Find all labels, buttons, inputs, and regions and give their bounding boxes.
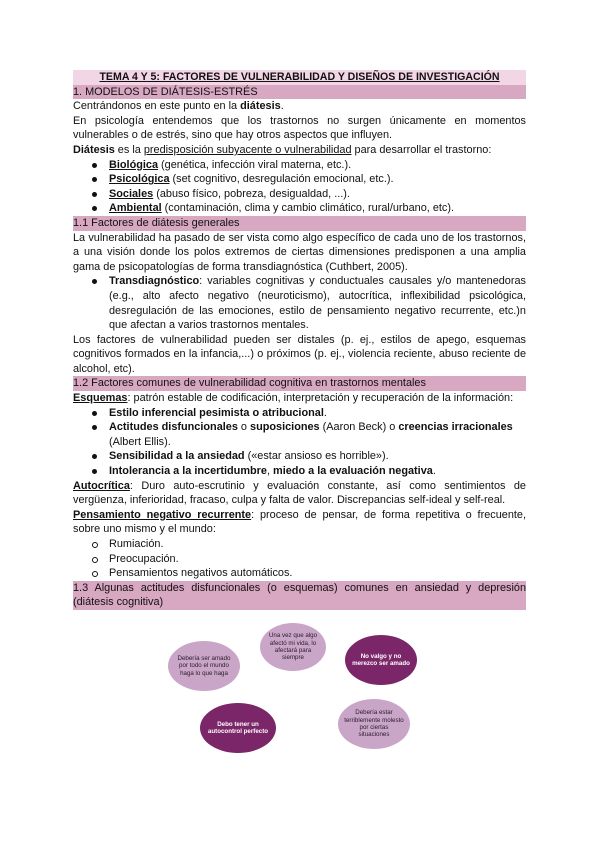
repetitive-thinking-term: Pensamiento negativo recurrente xyxy=(73,508,252,521)
list-item xyxy=(109,158,526,173)
section-heading-1: 1. MODELOS DE DIÁTESIS-ESTRÉS xyxy=(73,85,526,100)
list-item: Preocupación. xyxy=(109,552,526,567)
definition-term: Diátesis xyxy=(73,143,115,156)
document-body xyxy=(73,70,526,610)
list-item xyxy=(109,187,526,202)
self-criticism-text: : Duro auto-escrutinio y evaluación constante, así como sentimientos de vergüenza, inferioridad, fracaso, culpa y falta de valor. Discrepancias self-ideal y self-real. xyxy=(73,479,526,507)
list-item-term: Psicológica xyxy=(109,173,170,186)
list-item-bold: Sensibilidad a la ansiedad xyxy=(109,450,245,463)
list-item-bold: Estilo inferencial pesimista o atribucional xyxy=(109,406,324,419)
paragraph: En psicología entendemos que los trastornos no surgen únicamente en momentos vulnerables o de estrés, sino que hay otros aspectos que influyen. xyxy=(73,114,526,142)
list-item xyxy=(109,201,526,216)
list-item-bold: suposiciones xyxy=(250,421,320,434)
definition-end: para desarrollar el trastorno: xyxy=(351,143,492,156)
list-item-text: . xyxy=(323,406,327,419)
list-item-text: (Albert Ellis). xyxy=(109,435,171,448)
paragraph: Los factores de vulnerabilidad pueden ser distales (p. ej., estilos de apego, esquemas cognitivos formados en la infancia,...) o próximos (p. ej., violencia reciente, abuso reciente de alcohol, etc). xyxy=(73,333,526,375)
list-item-bold: Actitudes disfuncionales xyxy=(109,421,238,434)
list-item-text: (abuso físico, pobreza, desigualdad, ...). xyxy=(153,187,350,200)
bubble-loved-by-all: Debería ser amado por todo el mundo haga lo que haga xyxy=(168,641,240,691)
intro-text: Centrándonos en este punto en la xyxy=(73,100,241,113)
intro-term: diátesis xyxy=(240,100,281,113)
list-item-term: Biológica xyxy=(109,158,159,171)
list-item-text: : variables cognitivas y conductuales causales y/o mantenedoras (e.g., alto afecto negativo (neuroticismo), autocrítica, inflexibilidad psicológica, desregulación de las emociones, estilo de pensamiento negativo recurrente, etc.)n que afectan a varios trastornos mentales. xyxy=(109,275,526,332)
bubble-upset-situations: Debería estar terriblemente molesto por ciertas situaciones xyxy=(338,699,410,749)
list-item-bold: miedo a la evaluación negativa xyxy=(273,465,433,478)
list-item-bold: creencias irracionales xyxy=(398,421,513,434)
section-heading-1-3 xyxy=(73,581,526,610)
list-item-text: (genética, infección viral materna, etc.). xyxy=(158,158,352,171)
page-title: TEMA 4 Y 5: FACTORES DE VULNERABILIDAD Y DISEÑOS DE INVESTIGACIÓN xyxy=(73,70,526,85)
list-item-term: Transdiagnóstico xyxy=(109,275,200,288)
list-item xyxy=(109,274,526,332)
list-item-term: Sociales xyxy=(109,187,154,200)
self-criticism-term: Autocrítica xyxy=(73,479,130,492)
schemas-text: : patrón estable de codificación, interpretación y recuperación de la información: xyxy=(127,392,514,405)
list-item-bold: Intolerancia a la incertidumbre xyxy=(109,465,267,478)
repetitive-thinking-text: : proceso de pensar, de forma repetitiva o frecuente, sobre uno mismo y el mundo: xyxy=(73,508,526,536)
section-heading-1-1: 1.1 Factores de diátesis generales xyxy=(73,216,526,231)
list-item: Pensamientos negativos automáticos. xyxy=(109,566,526,581)
list-item: Rumiación. xyxy=(109,537,526,552)
list-item-term: Ambiental xyxy=(109,202,162,215)
diathesis-list xyxy=(73,158,526,216)
list-item-text: (set cognitivo, desregulación emocional, etc.). xyxy=(169,173,394,186)
list-item xyxy=(109,464,526,479)
repetitive-thinking-paragraph xyxy=(73,508,526,537)
schemas-paragraph xyxy=(73,391,526,406)
bubble-forever-affected: Una vez que algo afectó mi vida, lo afectará para siempre xyxy=(260,623,326,671)
list-item-text: (contaminación, clima y cambio climático, rural/urbano, etc). xyxy=(161,202,454,215)
list-item-text: (Aaron Beck) o xyxy=(319,421,399,434)
list-item xyxy=(109,172,526,187)
bubble-perfect-control: Debo tener un autocontrol perfecto xyxy=(200,703,276,753)
list-item-text: , xyxy=(266,465,274,478)
list-item xyxy=(109,406,526,421)
bubble-not-worthy: No valgo y no merezco ser amado xyxy=(345,635,417,685)
list-item-text: («estar ansioso es horrible»). xyxy=(244,450,389,463)
repetitive-thinking-list xyxy=(73,537,526,581)
schemas-list xyxy=(73,406,526,479)
schemas-diagram xyxy=(160,615,430,755)
paragraph: La vulnerabilidad ha pasado de ser vista como algo específico de cada uno de los trastornos, a una visión donde los polos extremos de ciertas dimensiones predisponen a una amplia gama de psicopatologías de forma transdiagnóstica (Cuthbert, 2005). xyxy=(73,231,526,273)
transdiagnostic-list xyxy=(73,274,526,332)
section-heading-1-2: 1.2 Factores comunes de vulnerabilidad cognitiva en trastornos mentales xyxy=(73,376,526,391)
definition-text: es la xyxy=(114,143,144,156)
list-item xyxy=(109,449,526,464)
definition-underlined: predisposición subyacente o vulnerabilidad xyxy=(143,143,352,156)
list-item-text: o xyxy=(237,421,251,434)
schemas-term: Esquemas xyxy=(73,392,128,405)
self-criticism-paragraph xyxy=(73,479,526,508)
definition-paragraph xyxy=(73,143,526,158)
section-heading-1-3-text: 1.3 Algunas actitudes disfuncionales (o esquemas) comunes en ansiedad y depresión (diátesis cognitiva) xyxy=(73,581,526,609)
intro-paragraph xyxy=(73,99,526,114)
list-item-text: . xyxy=(432,465,436,478)
list-item xyxy=(109,420,526,449)
intro-end: . xyxy=(280,100,284,113)
